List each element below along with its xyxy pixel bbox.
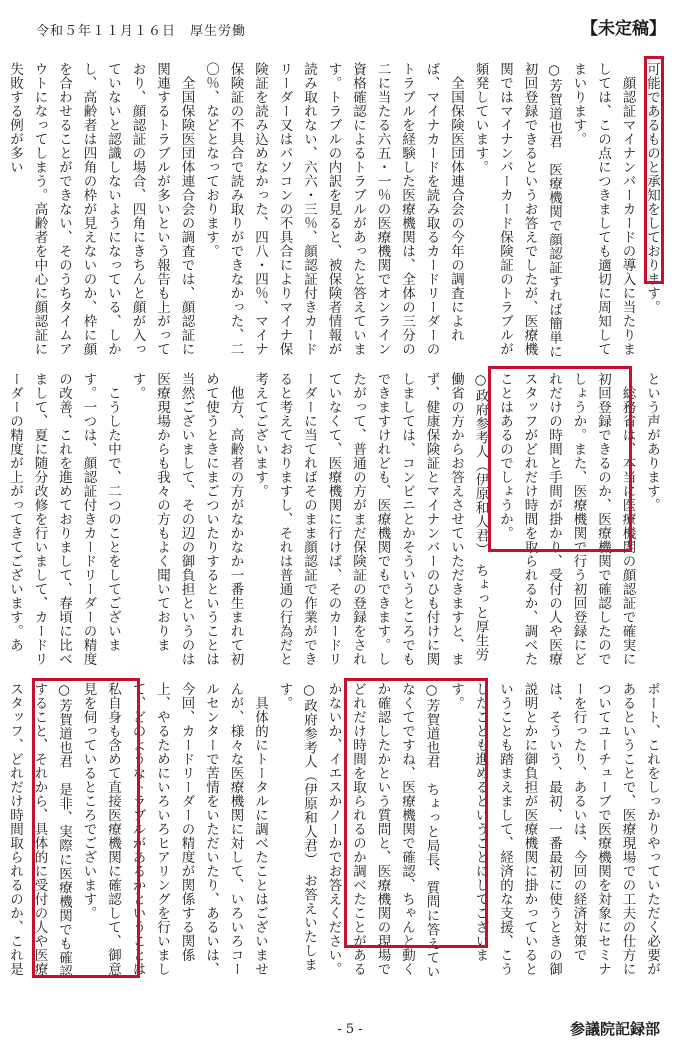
page-number: - 5 - — [337, 1022, 363, 1037]
transcript-text-block-1: 可能であるものと承知をしております。 顔認証マイナンバーカードの導入に当たりましては、この点につきましても適切に周知してまいります。 ○芳賀道也君 医療機関で顔認証すれば簡単に初回登録できるというお答えでしたが、医療機関ではマイナンバーカード保険証のトラブルが頻発しています。 全国保険医団体連合会の今年の調査によれば、マイナカードを読み取るカードリーダーのトラブルを経験した医療機関は、全体の三分の二に当たる六五・一％の医療機関でオンライン資格確認によるトラブルがあったと答えています。トラブルの内訳を見ると、被保険者情報が読み取れない、六六・三％、顔認証付きカードリーダー又はパソコンの不具合によりマイナ保険証を読み込めなかった、四八・四％、マイナ保険証の不具合で読み取りができなかった、二〇％、などとなっております。 全国保険医団体連合会の調査では、顔認証に関連するトラブルが多いという報告も上がっており、顔認証の場合、四角にきちんと顔が入っていないと認識しないようになっている、しかし、高齢者は四角の枠が見えないのか、枠に顔を合わせることができない、そのうちタイムアウトになってしまう。高齢者を中心に顔認証に失敗する例が多い — [7, 62, 660, 359]
transcript-tier-3 — [7, 682, 664, 982]
transcript-tier-2 — [7, 372, 664, 672]
draft-status-label: 【未定稿】 — [581, 19, 666, 39]
transcript-text-block-3: ポート、これをしっかりやっていただく必要があるということで、医療現場での工夫の仕方についてユーチューブで医療機関を対象にセミナーを行ったり、あるいは、今回の経済対策では、そういう、最初、一番最初に使うときの御説明とかに御負担が医療機関に掛かっているということも踏まえまして、経済的な支援、こうしたことも進めるということにしてございます。 ○芳賀道也君 ちょっと局長、質問に答えていなくてですね、医療機関で確認、ちゃんと動くか確認したかという質問と、医療機関の現場でどれだけ時間を取られるのか調べたことがあるかないか、イエスかノーかでお答えください。 ○政府参考人（伊原和人君） お答えいたします。 具体的にトータルに調べたことはございませんが、様々な医療機関に対して、いろいろコールセンターで苦情をいただいたり、あるいは、今回、カードリーダーの精度が関係する関係上、やるためにいろいろヒアリングを行いまして、どのようなトラブルがあるかということは私自身も含めて直接医療機関に確認して、御意見を伺っているところでございます。 ○芳賀道也君 是非、実際に医療機関でも確認すること、それから、具体的に受付の人や医療スタッフ、どれだけ時間取られるのか、これ是 — [7, 682, 660, 979]
transcript-tier-1 — [7, 62, 664, 364]
header-date: 令和５年１１月１６日 厚生労働 — [36, 24, 247, 39]
organization-label: 参議院記録部 — [569, 1020, 660, 1038]
transcript-text-block-2: という声があります。 総務省は、本当に医療機関の顔認証で確実に初回登録できるのか、医療機関で確認したのでしょうか。また、医療機関で行う初回登録にどれだけの時間と手間が掛かり、受付の人や医療スタッフがどれだけ時間を取られるか、調べたことはあるのでしょうか。 ○政府参考人（伊原和人君） ちょっと厚生労働省の方からお答えさせていただきますと、まず、健康保険証とマイナンバーのひも付けに関しましては、コンビニとかそういうところでもできますけれども、医療機関でもできます。したがって、普通の方がまだ保険証の登録をされていなくて、医療機関に行けば、そのカードリーダーに当てればそのまま顔認証で作業ができると考えておりますし、それは普通の行為だと考えてございます。 他方、高齢者の方がなかなか一番生まれて初めて使うときにまごついたりするということは当然ございまして、その辺の御負担というのは医療現場からも我々の方もよく聞いております。 こうした中で、二つのことをしてございます。一つは、顔認証付きカードリーダーの精度の改善、これを進めておりまして、春頃に比べまして、夏に随分改修を行いまして、カードリーダーの精度が上がってきてございます。あ — [7, 372, 660, 666]
